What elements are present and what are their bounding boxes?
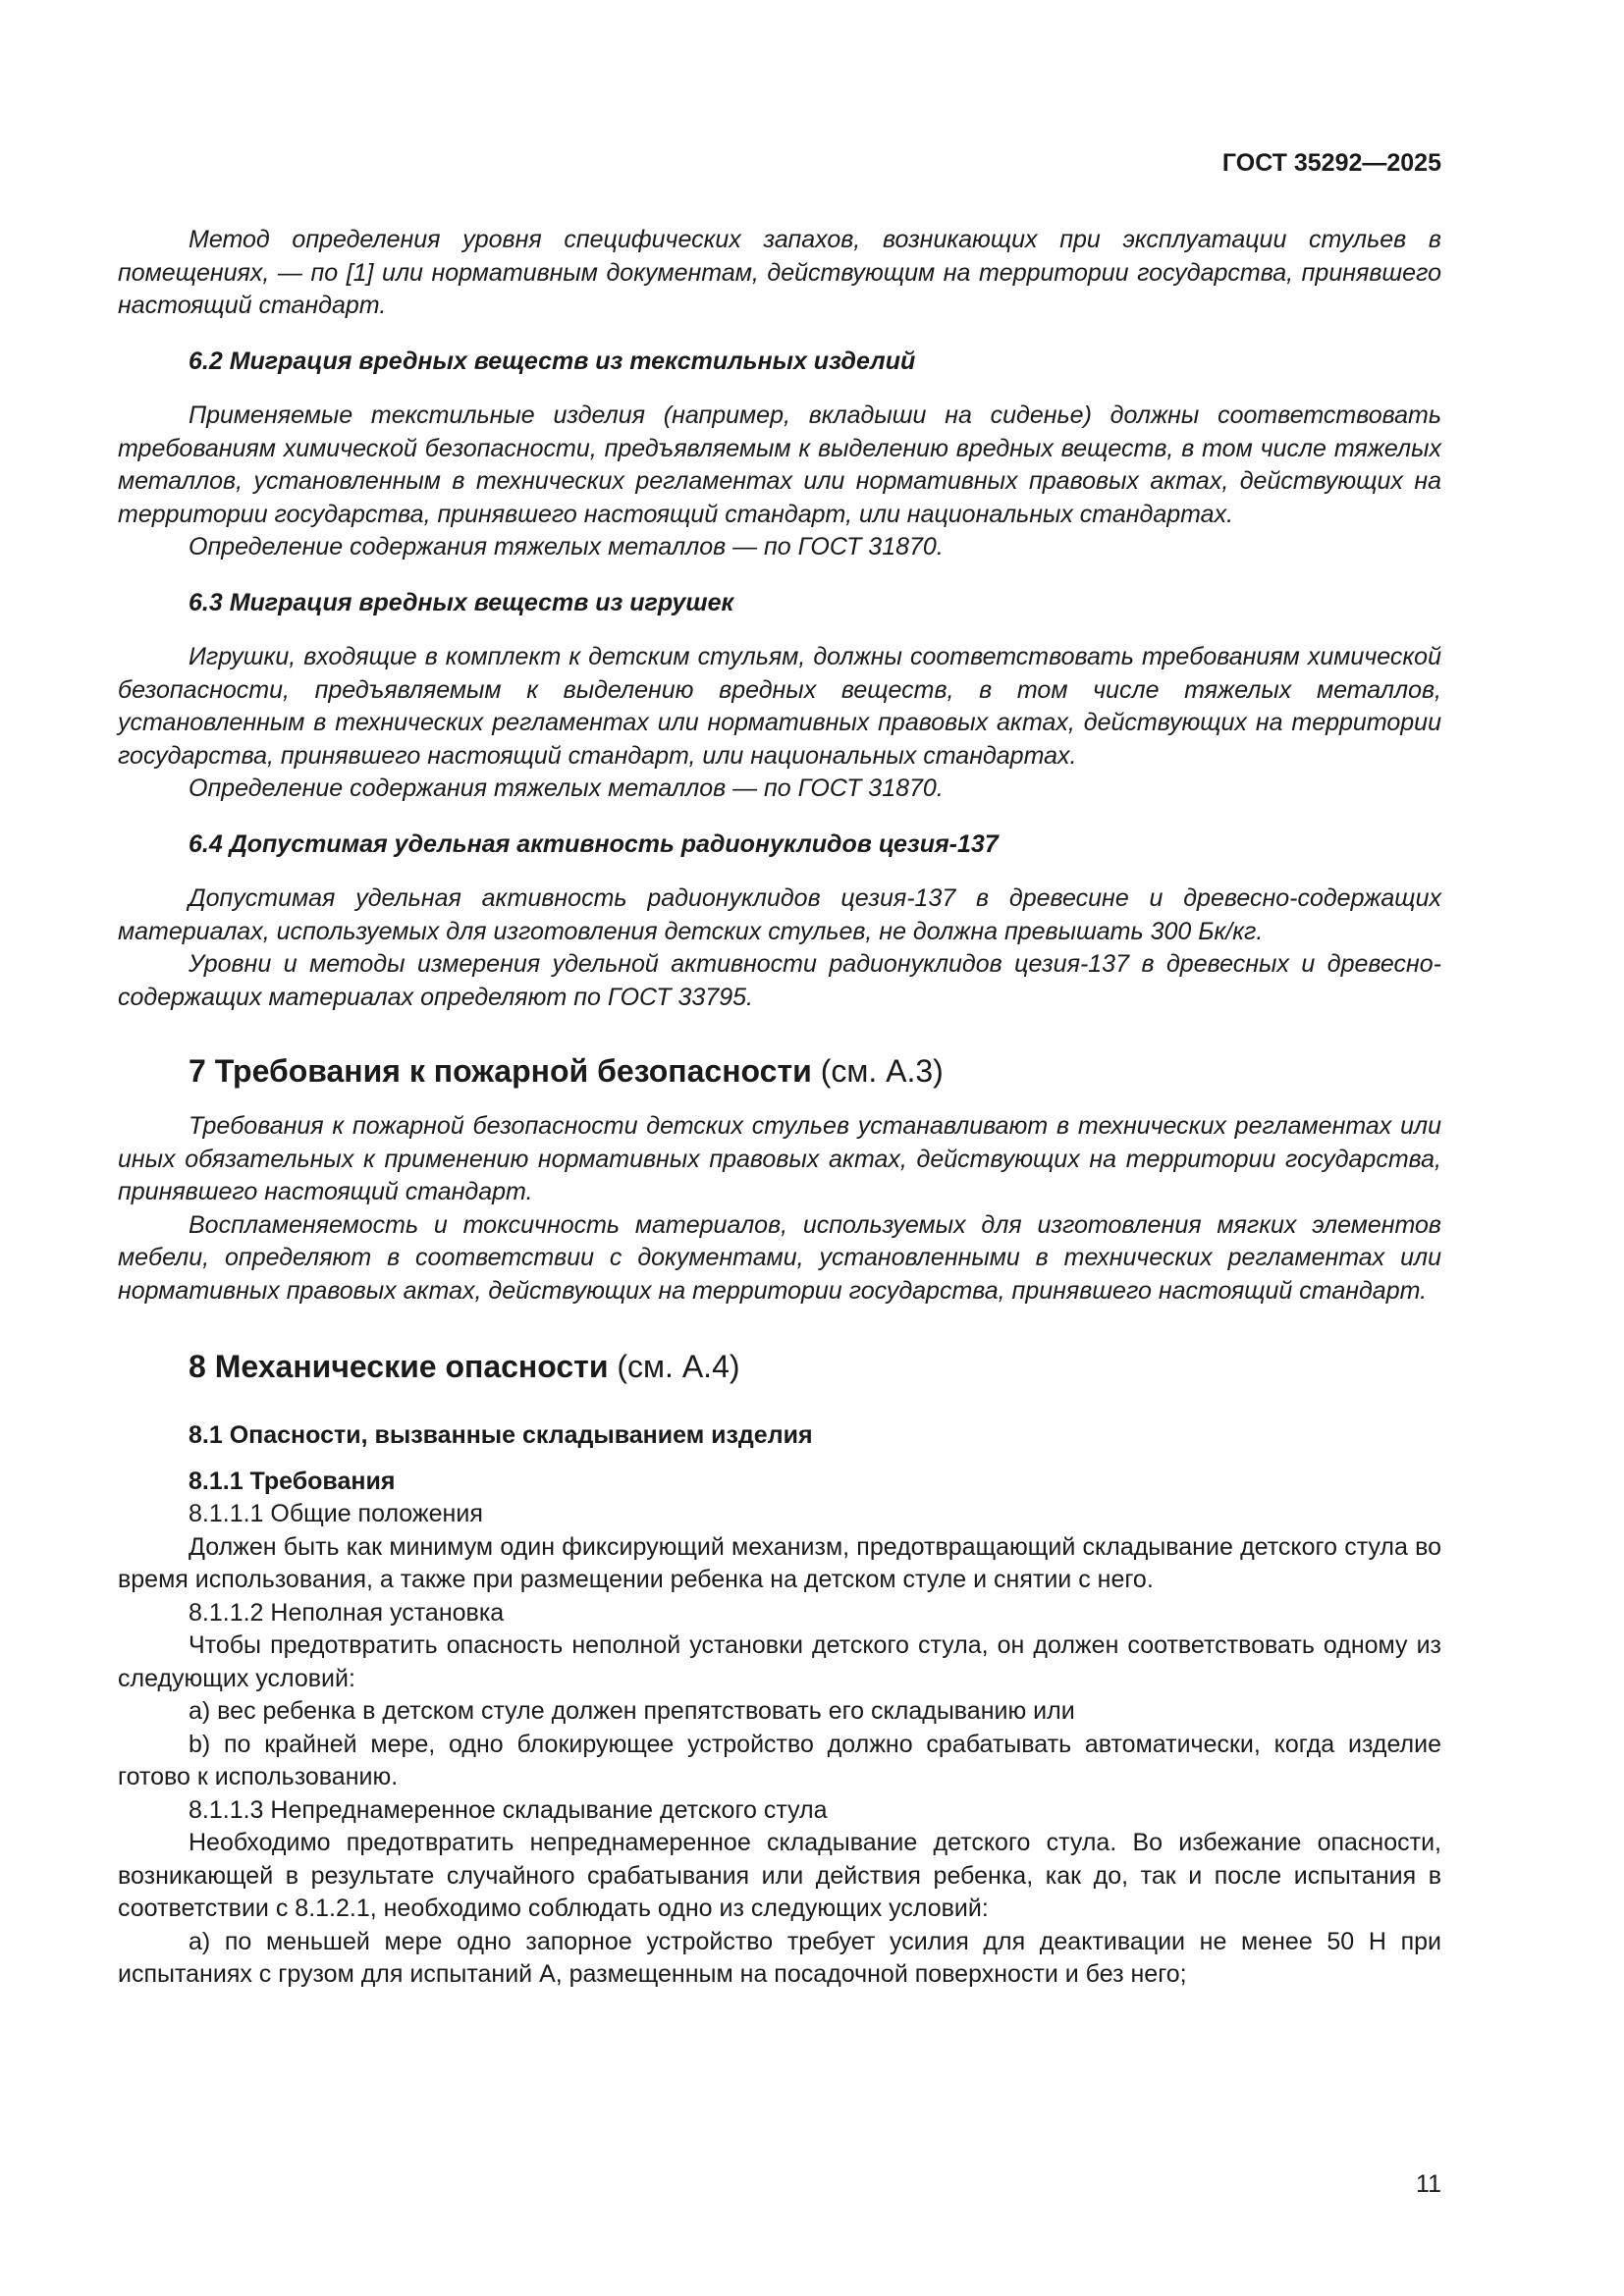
section-6-4-paragraph-2: Уровни и методы измерения удельной активности радионуклидов цезия-137 в древесных и древесно-содержащих материалах определяют по ГОСТ 33795. bbox=[118, 950, 1441, 1011]
section-7-reference: (см. А.3) bbox=[820, 1053, 944, 1089]
section-6-3-paragraph-1: Игрушки, входящие в комплект к детским стульям, должны соответствовать требованиям химической безопасности, предъявляемым к выделению вредных веществ, в том числе тяжелых металлов, установленным в технических регламентах или нормативных правовых актах, действующих на территории государства, принявшего настоящий стандарт, или национальных стандартах. bbox=[118, 643, 1441, 770]
section-7-paragraph-2: Воспламеняемость и токсичность материалов, используемых для изготовления мягких элементов мебели, определяют в соответствии с документами, установленными в технических регламентах или нормативных правовых актах, действующих на территории государства, принявшего настоящий стандарт. bbox=[118, 1210, 1441, 1305]
intro-paragraph: Метод определения уровня специфических запахов, возникающих при эксплуатации стульев в помещениях, — по [1] или нормативным документам, действующим на территории государства, принявшего настоящий стандарт. bbox=[118, 226, 1441, 319]
section-8-heading bbox=[118, 1347, 1441, 1386]
list-item-a: а) вес ребенка в детском стуле должен препятствовать его складыванию или bbox=[189, 1697, 1075, 1725]
section-8-title: 8 Механические опасности bbox=[189, 1349, 609, 1384]
section-8-reference: (см. А.4) bbox=[617, 1349, 740, 1384]
list-item-b: b) по крайней мере, одно блокирующее устройство должно срабатывать автоматически, когда изделие готово к использованию. bbox=[118, 1730, 1441, 1790]
page-content bbox=[118, 224, 1441, 1992]
section-6-2-title: 6.2 Миграция вредных веществ из текстильных изделий bbox=[189, 347, 916, 375]
list-item-a-2: а) по меньшей мере одно запорное устройство требует усилия для деактивации не менее 50 Н при испытаниях с грузом для испытаний А, размещенным на посадочной поверхности и без него; bbox=[118, 1927, 1441, 1988]
section-6-2-paragraph-1: Применяемые текстильные изделия (например, вкладыши на сиденье) должны соответствовать требованиям химической безопасности, предъявляемым к выделению вредных веществ, в том числе тяжелых металлов, установленным в технических регламентах или нормативных правовых актах, действующих на территории государства, принявшего настоящий стандарт, или национальных стандартах. bbox=[118, 401, 1441, 528]
section-8-1-1-3-title: 8.1.1.3 Непреднамеренное складывание детского стула bbox=[189, 1795, 828, 1824]
section-7-title: 7 Требования к пожарной безопасности bbox=[189, 1053, 812, 1089]
section-6-3-title: 6.3 Миграция вредных веществ из игрушек bbox=[189, 588, 734, 616]
section-8-1-1-title: 8.1.1 Требования bbox=[189, 1467, 396, 1495]
section-6-2-paragraph-2: Определение содержания тяжелых металлов — по ГОСТ 31870. bbox=[189, 533, 944, 561]
section-8-1-1-1-paragraph: Должен быть как минимум один фиксирующий механизм, предотвращающий складывание детского стула во время использования, а также при размещении ребенка на детском стуле и снятии с него. bbox=[118, 1532, 1441, 1593]
section-6-4-paragraph-1: Допустимая удельная активность радионуклидов цезия-137 в древесине и древесно-содержащих материалах, используемых для изготовления детских стульев, не должна превышать 300 Бк/кг. bbox=[118, 884, 1441, 945]
section-6-4-title: 6.4 Допустимая удельная активность радионуклидов цезия-137 bbox=[189, 829, 999, 858]
section-8-1-1-3-paragraph: Необходимо предотвратить непреднамеренное складывание детского стула. Во избежание опасности, возникающей в результате случайного срабатывания или действия ребенка, как до, так и после испытания в соответствии с 8.1.2.1, необходимо соблюдать одно из следующих условий: bbox=[118, 1829, 1441, 1922]
section-7-paragraph-1: Требования к пожарной безопасности детских стульев устанавливают в технических регламентах или иных обязательных к применению нормативных правовых актах, действующих на территории государства, принявшего настоящий стандарт. bbox=[118, 1112, 1441, 1205]
document-code: ГОСТ 35292—2025 bbox=[1221, 149, 1441, 177]
page-number: 11 bbox=[1416, 2170, 1441, 2198]
section-8-1-1-2-title: 8.1.1.2 Неполная установка bbox=[189, 1598, 505, 1627]
section-8-1-1-1-title: 8.1.1.1 Общие положения bbox=[189, 1500, 483, 1527]
section-8-1-1-2-paragraph: Чтобы предотвратить опасность неполной установки детского стула, он должен соответствовать одному из следующих условий: bbox=[118, 1631, 1441, 1692]
section-6-3-paragraph-2: Определение содержания тяжелых металлов — по ГОСТ 31870. bbox=[189, 774, 944, 802]
section-8-1-title: 8.1 Опасности, вызванные складыванием изделия bbox=[189, 1421, 813, 1449]
section-7-heading bbox=[118, 1051, 1441, 1091]
